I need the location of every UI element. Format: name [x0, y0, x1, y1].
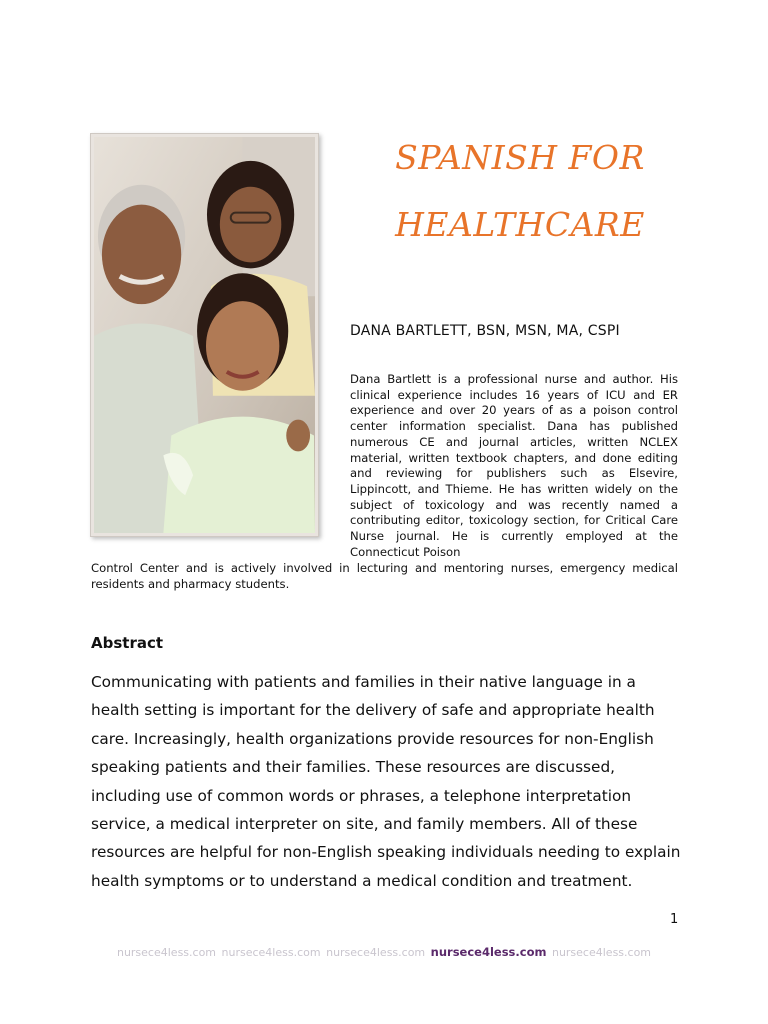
footer-link[interactable]: nursece4less.com	[116, 946, 217, 959]
author-bio: Dana Bartlett is a professional nurse and author. His clinical experience includes 16 years of ICU and ER experience and over 20 years of as a poison control center information specialist. Dana has published numerous CE and journal articles, written NCLEX material, written textbook chapters, and done editing and reviewing for publishers such as Elsevire, Lippincott, and Thieme. He has written widely on the subject of toxicology and was recently named a contributing editor, toxicology section, for Critical Care Nurse journal. He is currently employed at the Connecticut Poison	[350, 372, 678, 559]
author-byline: DANA BARTLETT, BSN, MSN, MA, CSPI	[350, 323, 620, 339]
footer-link[interactable]: nursece4less.com	[551, 946, 652, 959]
abstract-heading: Abstract	[91, 634, 164, 652]
cover-photo	[90, 133, 319, 537]
page-number: 1	[670, 912, 679, 927]
document-title-line-2: HEALTHCARE	[395, 205, 645, 244]
document-title-line-1: SPANISH FOR	[395, 138, 645, 177]
abstract-body: Communicating with patients and families in their native language in a health setting is important for the delivery of safe and appropriate health care. Increasingly, health organizations provide resources for non-English speaking patients and their families. These resources are discussed, including use of common words or phrases, a telephone interpretation service, a medical interpreter on site, and family members. All of these resources are helpful for non-English speaking individuals needing to explain health symptoms or to understand a medical condition and treatment.	[91, 673, 681, 890]
footer-link[interactable]: nursece4less.com	[221, 946, 321, 959]
family-photo-illustration	[94, 137, 315, 533]
author-bio-continued: Control Center and is actively involved in lecturing and mentoring nurses, emergency medical residents and pharmacy students.	[91, 561, 678, 591]
footer-links	[0, 945, 768, 959]
footer-link-highlighted[interactable]: nursece4less.com	[430, 945, 547, 959]
footer-link[interactable]: nursece4less.com	[326, 946, 426, 959]
